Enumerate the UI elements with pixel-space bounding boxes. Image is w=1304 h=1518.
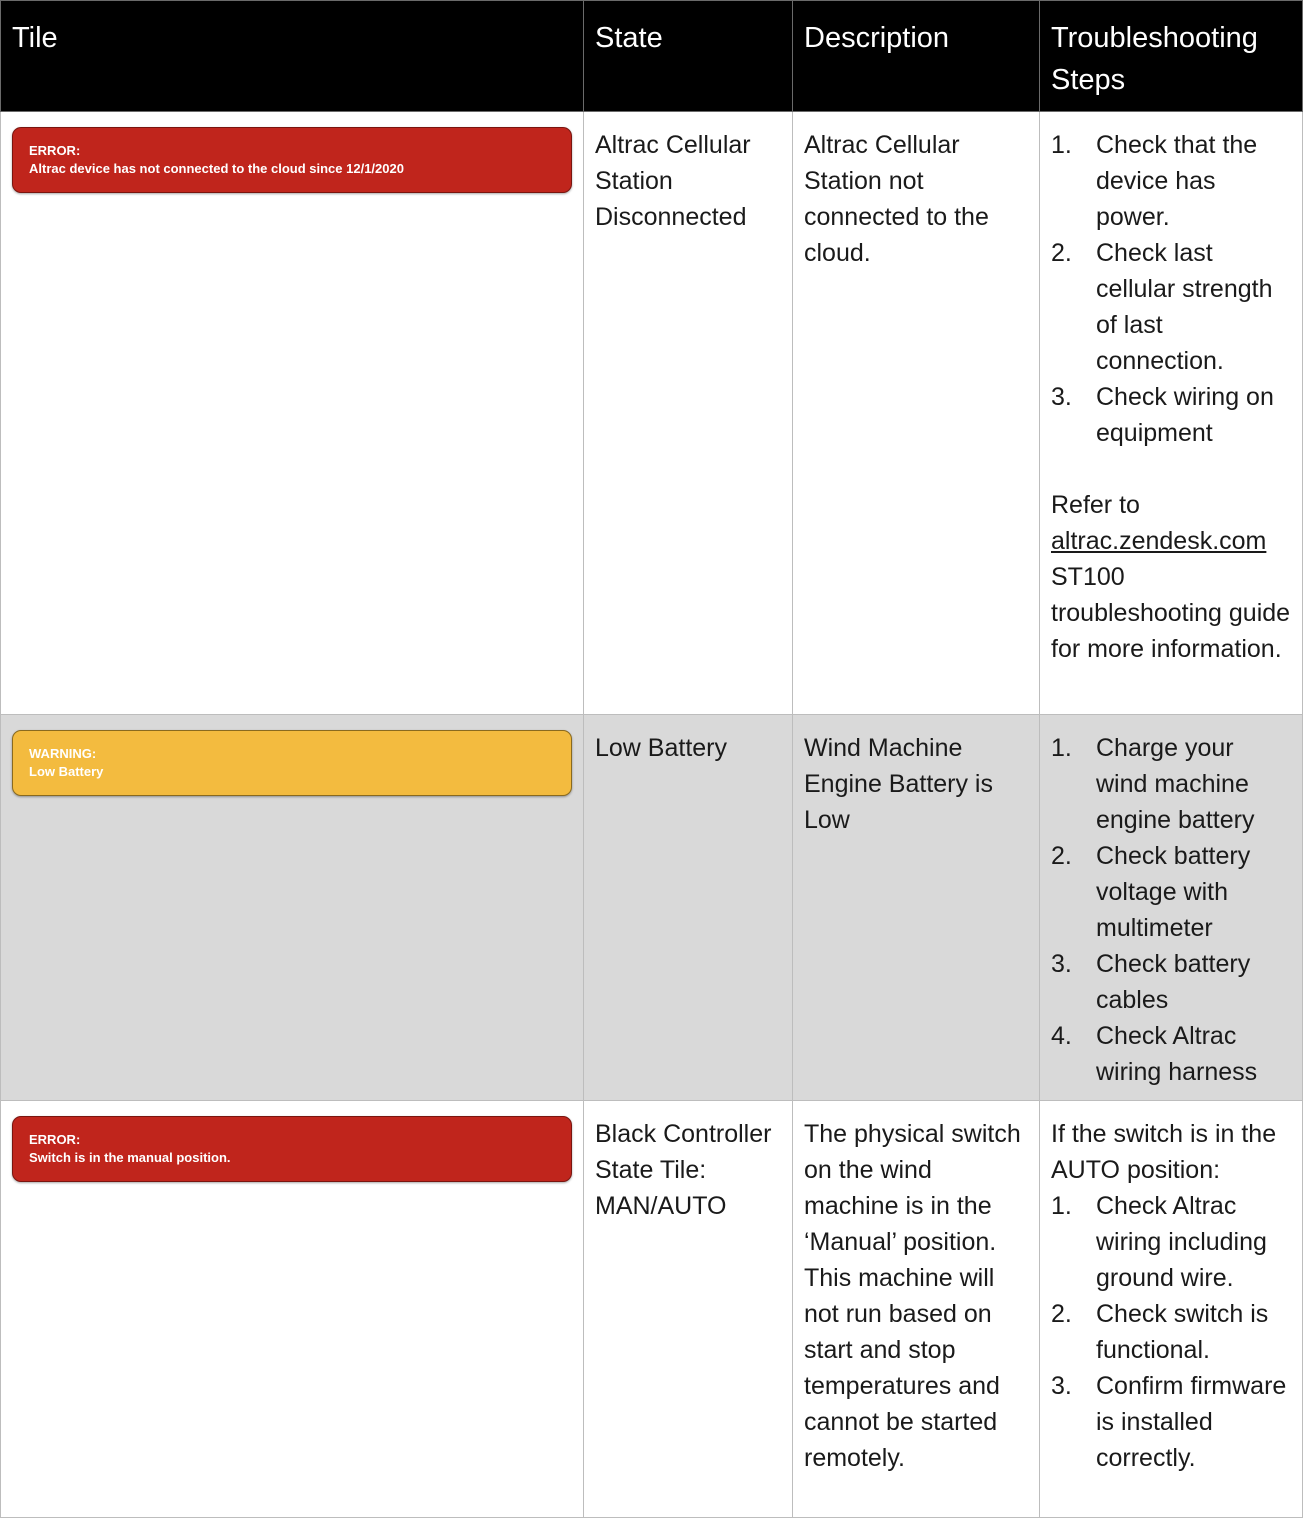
table-header-row [1, 1, 1303, 112]
step-number: 1. [1051, 131, 1072, 159]
step-number: 2. [1051, 842, 1072, 870]
tile-label: ERROR: [29, 1132, 81, 1147]
step-number: 4. [1051, 1022, 1072, 1050]
error-tile[interactable] [12, 1116, 572, 1182]
refer-suffix: ST100 troubleshooting guide for more information. [1051, 563, 1291, 663]
tile-label: ERROR: [29, 143, 81, 158]
step-text: Check battery voltage with multimeter [1096, 842, 1251, 942]
refer-prefix: Refer to [1051, 491, 1140, 519]
tile-message: Switch is in the manual position. [29, 1150, 231, 1165]
step-number: 2. [1051, 239, 1072, 267]
step-number: 2. [1051, 1300, 1072, 1328]
step-number: 3. [1051, 383, 1072, 411]
state-cell: Low Battery [584, 715, 793, 1101]
step-item [1051, 730, 1291, 838]
tile-message: Altrac device has not connected to the cloud since 12/1/2020 [29, 161, 404, 176]
warning-tile[interactable] [12, 730, 572, 796]
zendesk-link[interactable]: altrac.zendesk.com [1051, 527, 1267, 555]
step-item [1051, 127, 1291, 235]
header-state: State [584, 1, 793, 112]
error-tile[interactable] [12, 127, 572, 193]
steps-cell [1040, 1101, 1303, 1518]
step-item [1051, 1296, 1291, 1368]
step-text: Check last cellular strength of last connection. [1096, 239, 1273, 375]
tile-cell [1, 715, 584, 1101]
step-text: Check wiring on equipment [1096, 383, 1274, 447]
steps-list [1051, 127, 1291, 451]
state-cell: Altrac Cellular Station Disconnected [584, 112, 793, 715]
steps-cell [1040, 112, 1303, 715]
steps-list [1051, 730, 1291, 1090]
step-text: Confirm firmware is installed correctly. [1096, 1372, 1287, 1472]
table-row [1, 715, 1303, 1101]
refer-note [1051, 487, 1291, 667]
state-cell: Black Controller State Tile: MAN/AUTO [584, 1101, 793, 1518]
step-item [1051, 1368, 1291, 1476]
step-item [1051, 1188, 1291, 1296]
header-tile: Tile [1, 1, 584, 112]
step-number: 1. [1051, 1192, 1072, 1220]
description-cell: The physical switch on the wind machine is in the ‘Manual’ position. This machine will not run based on start and stop temperatures and cannot be started remotely. [793, 1101, 1040, 1518]
step-text: Check switch is functional. [1096, 1300, 1269, 1364]
step-text: Check that the device has power. [1096, 131, 1258, 231]
step-item [1051, 946, 1291, 1018]
step-item [1051, 838, 1291, 946]
steps-intro: If the switch is in the AUTO position: [1051, 1120, 1277, 1184]
header-description: Description [793, 1, 1040, 112]
tile-message: Low Battery [29, 764, 104, 779]
step-number: 3. [1051, 1372, 1072, 1400]
table-row [1, 1101, 1303, 1518]
step-number: 1. [1051, 734, 1072, 762]
table-row [1, 112, 1303, 715]
step-text: Check Altrac wiring including ground wire. [1096, 1192, 1267, 1292]
step-text: Charge your wind machine engine battery [1096, 734, 1255, 834]
step-number: 3. [1051, 950, 1072, 978]
description-cell: Wind Machine Engine Battery is Low [793, 715, 1040, 1101]
steps-list [1051, 1188, 1291, 1476]
steps-cell [1040, 715, 1303, 1101]
step-item [1051, 1018, 1291, 1090]
step-item [1051, 235, 1291, 379]
step-item [1051, 379, 1291, 451]
tile-cell [1, 112, 584, 715]
step-text: Check battery cables [1096, 950, 1251, 1014]
header-troubleshooting: Troubleshooting Steps [1040, 1, 1303, 112]
step-text: Check Altrac wiring harness [1096, 1022, 1258, 1086]
tile-label: WARNING: [29, 746, 97, 761]
tile-cell [1, 1101, 584, 1518]
description-cell: Altrac Cellular Station not connected to the cloud. [793, 112, 1040, 715]
